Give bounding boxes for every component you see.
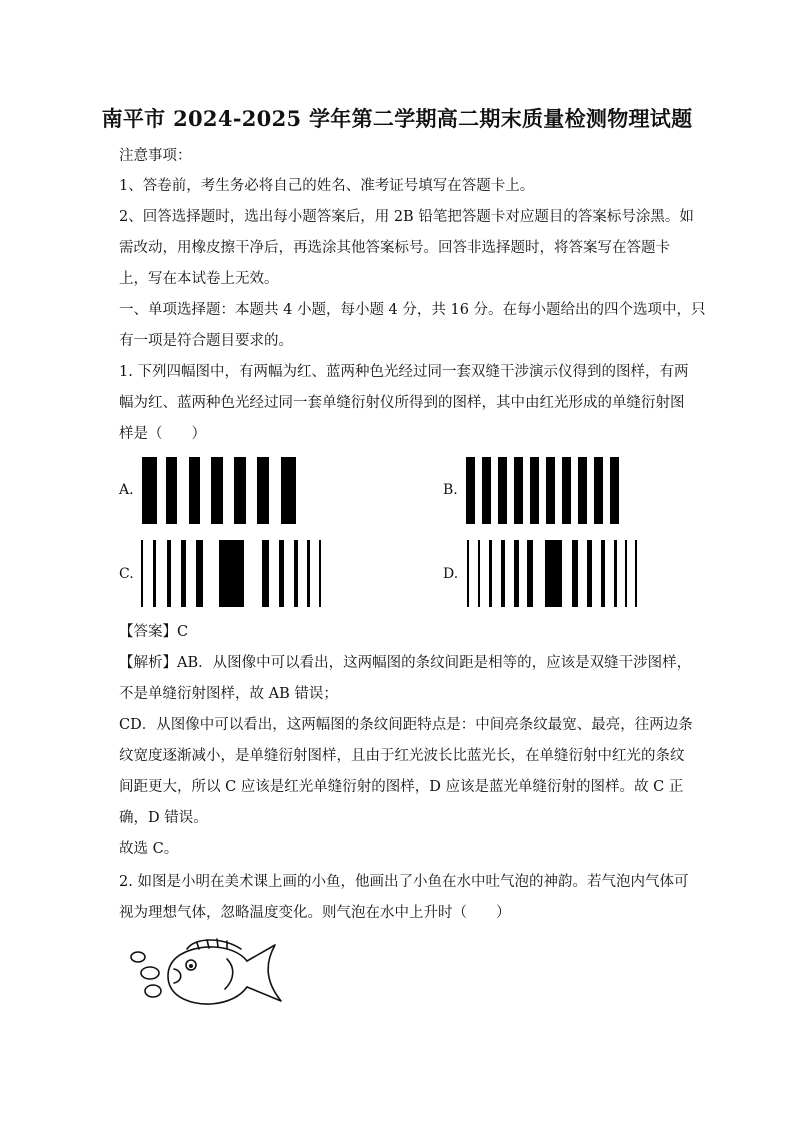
notice-item: 2、回答选择题时，选出每小题答案后，用 2B 铅笔把答题卡对应题目的答案标号涂黑。如 (119, 209, 694, 225)
q1-analysis: 纹宽度逐渐减小，是单缝衍射图样，且由于红光波长比蓝光长，在单缝衍射中红光的条纹 (119, 748, 685, 764)
q1-analysis: 故选 C。 (119, 841, 179, 857)
q1-analysis: 间距更大，所以 C 应该是红光单缝衍射的图样，D 应该是蓝光单缝衍射的图样。故 C 正 (119, 779, 684, 795)
q1-answer: 【答案】C (119, 624, 189, 640)
notice-heading: 注意事项： (119, 148, 192, 164)
notice-item: 需改动，用橡皮擦干净后，再选涂其他答案标号。回答非选择题时，将答案写在答题卡 (119, 240, 670, 256)
exam-title: 南平市 2024-2025 学年第二学期高二期末质量检测物理试题 (101, 106, 693, 131)
q1-stem: 1. 下列四幅图中，有两幅为红、蓝两种色光经过同一套双缝干涉演示仪得到的图样，有两 (119, 364, 689, 380)
notice-item: 上，写在本试卷上无效。 (119, 271, 279, 287)
q1-analysis: CD．从图像中可以看出，这两幅图的条纹间距特点是：中间亮条纹最宽、最亮，往两边条 (119, 717, 693, 733)
bubble (131, 952, 145, 962)
fringe-pattern-b (466, 457, 636, 524)
fringe-pattern-d (467, 540, 642, 607)
notice-item: 1、答卷前，考生务必将自己的姓名、准考证号填写在答题卡上。 (119, 178, 535, 194)
fringe-pattern-c (141, 540, 326, 607)
q2-stem: 视为理想气体，忽略温度变化。则气泡在水中上升时（ ） (119, 905, 511, 921)
q1-analysis: 确，D 错误。 (119, 810, 208, 826)
option-d-label: D. (443, 566, 459, 582)
option-c-label: C. (119, 566, 134, 582)
fish-illustration (125, 935, 290, 1015)
q2-stem: 2. 如图是小明在美术课上画的小鱼，他画出了小鱼在水中吐气泡的神韵。若气泡内气体可 (119, 874, 689, 890)
bubble (145, 985, 161, 997)
bubble (141, 967, 159, 979)
option-a-label: A. (119, 482, 134, 498)
q1-analysis: 【解析】AB．从图像中可以看出，这两幅图的条纹间距是相等的，应该是双缝干涉图样， (119, 655, 692, 671)
option-b-label: B. (443, 482, 458, 498)
section-heading: 有一项是符合题目要求的。 (119, 333, 293, 349)
section-heading: 一、单项选择题：本题共 4 小题，每小题 4 分，共 16 分。在每小题给出的四个选项中，只 (119, 302, 706, 318)
fringe-pattern-a (142, 457, 302, 524)
q1-stem: 样是（ ） (119, 426, 206, 442)
q1-stem: 幅为红、蓝两种色光经过同一套单缝衍射仪所得到的图样，其中由红光形成的单缝衍射图 (119, 395, 685, 411)
q1-analysis: 不是单缝衍射图样，故 AB 错误； (119, 686, 338, 702)
